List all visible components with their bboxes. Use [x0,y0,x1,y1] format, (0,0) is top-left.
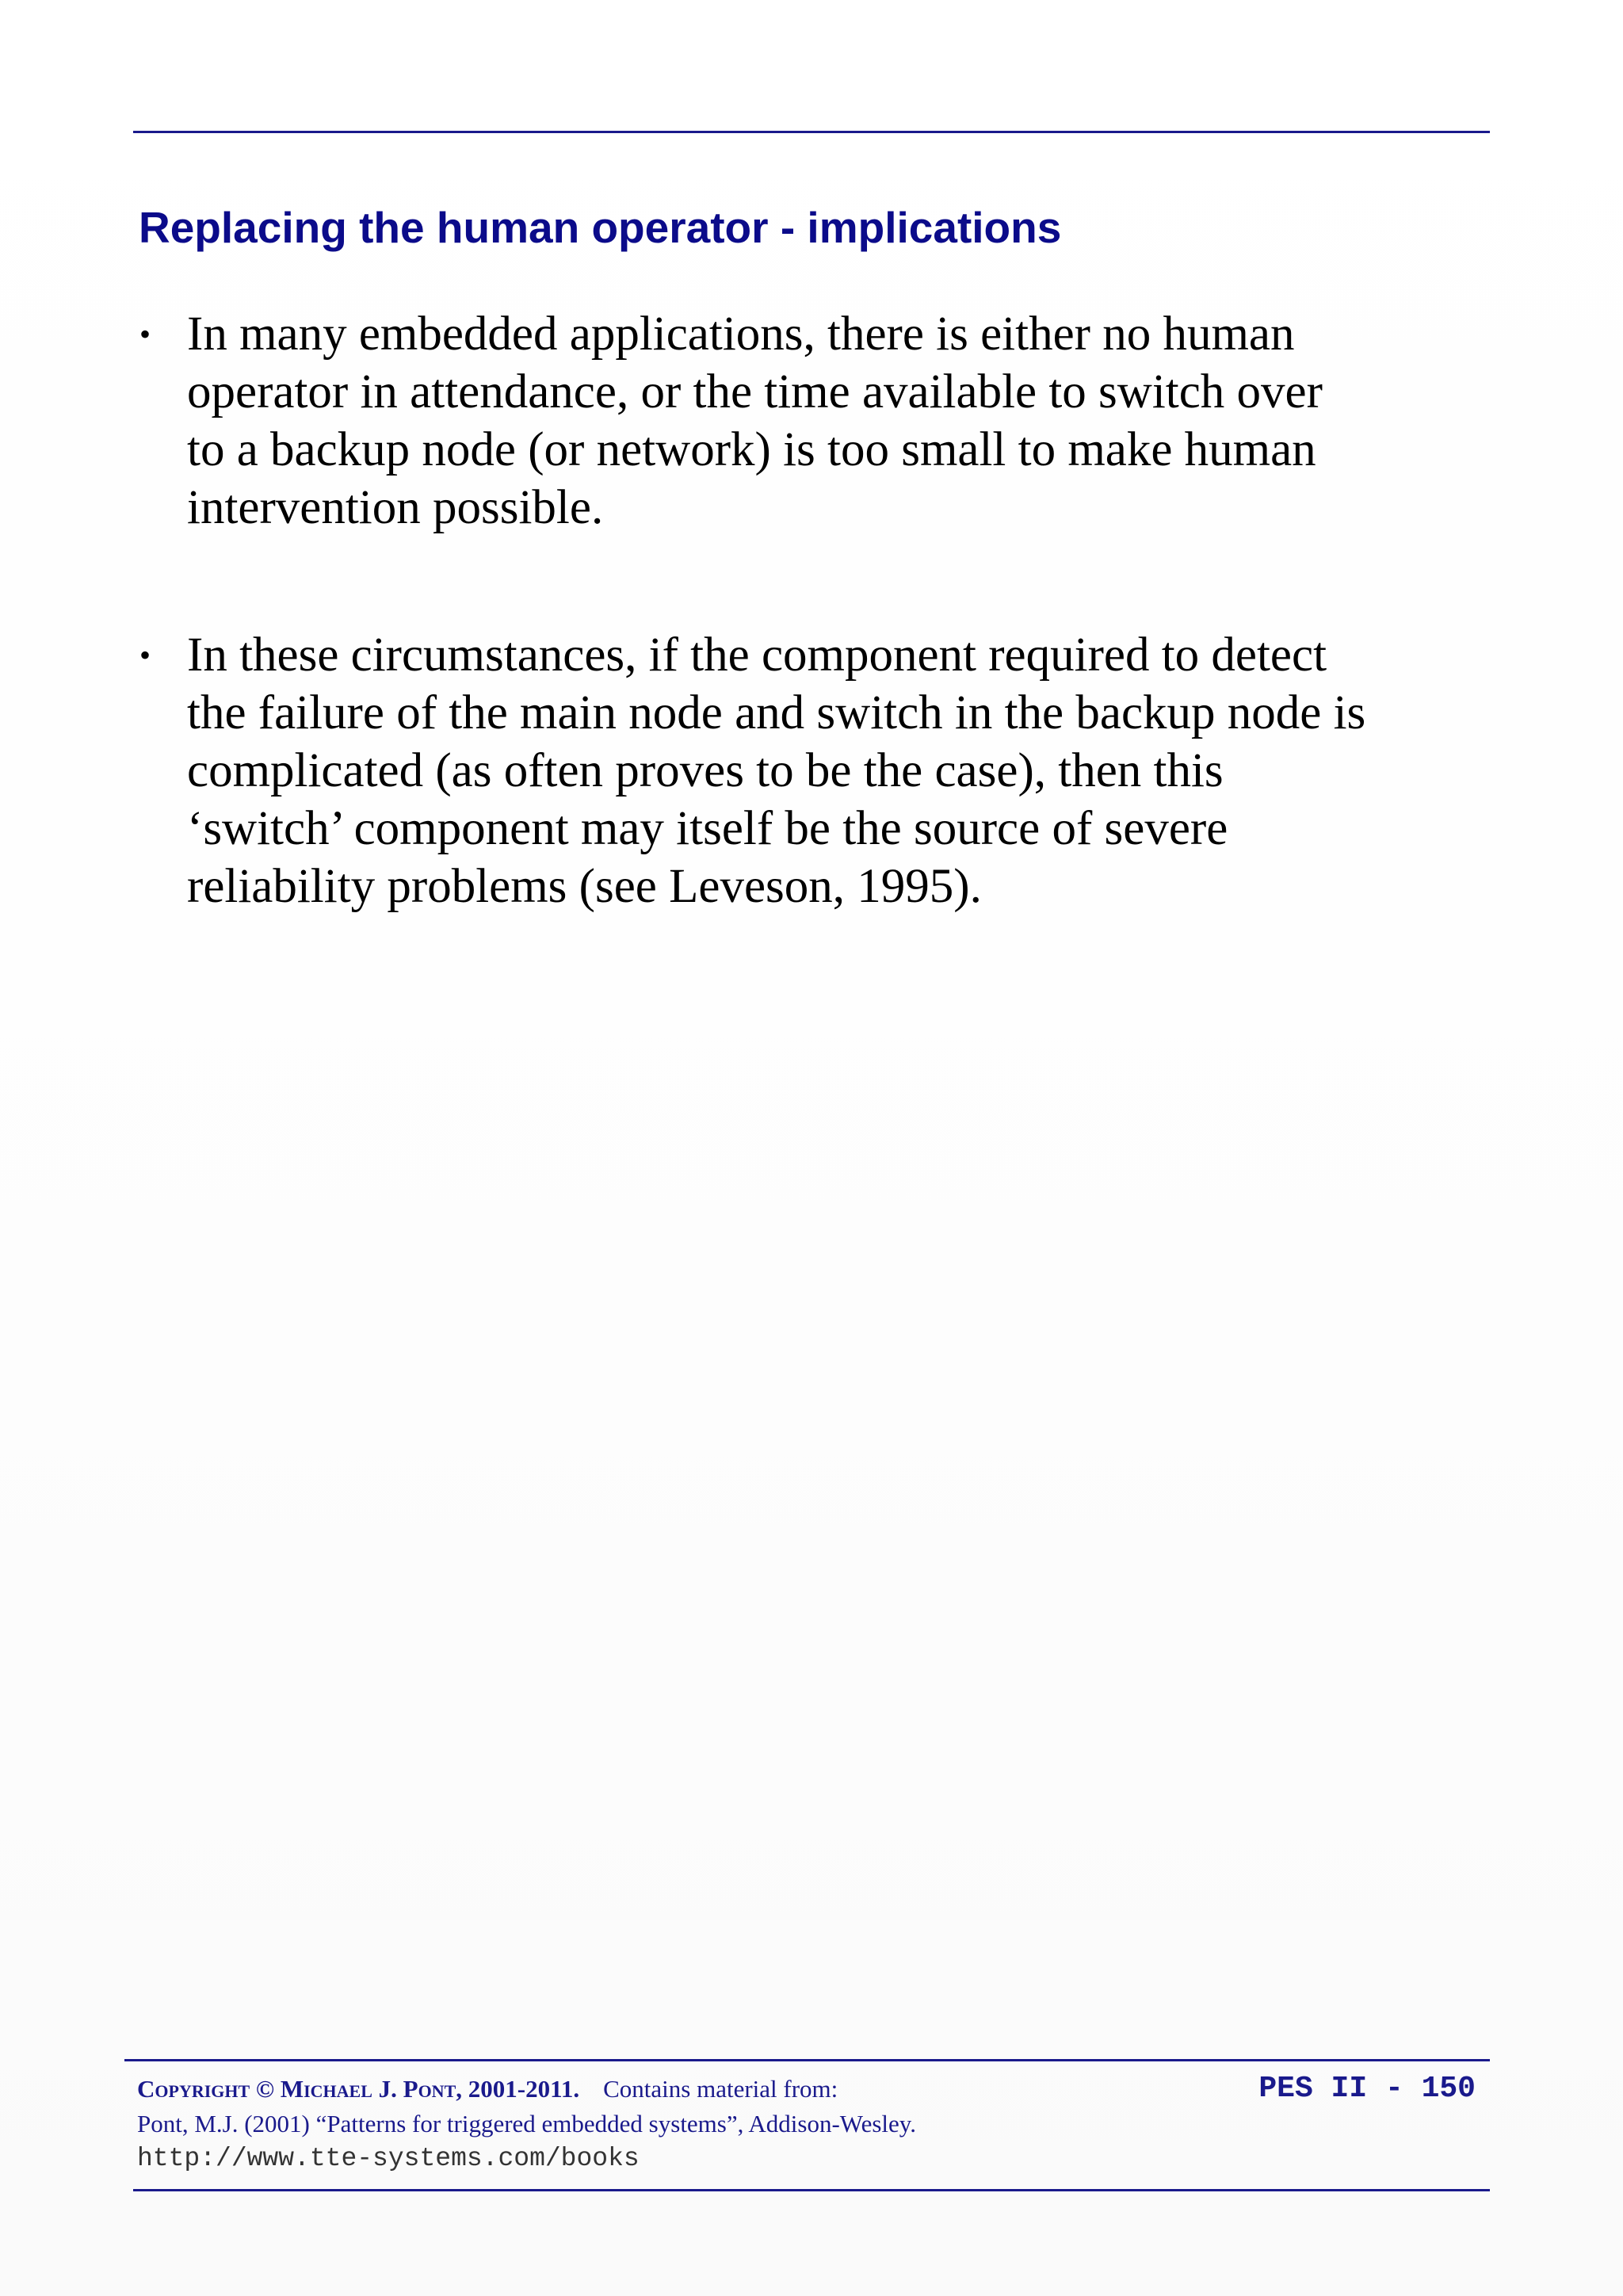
bullet-line: the failure of the main node and switch in the backup node is [187,686,1366,739]
footer-bottom-rule [133,2189,1490,2191]
contains-material-label: Contains material from: [603,2075,838,2103]
bullet-item [127,305,1426,537]
page-number: PES II - 150 [1258,2072,1476,2106]
copyright-notice: Copyright © Michael J. Pont, 2001-2011. [137,2075,580,2103]
bullet-item [127,626,1426,915]
bullet-line: to a backup node (or network) is too small to make human [187,423,1316,476]
bullet-line: complicated (as often proves to be the case), then this [187,744,1224,797]
bullet-line: In these circumstances, if the component required to detect [187,628,1327,682]
bullet-line: intervention possible. [187,481,604,534]
footer-url-link[interactable]: http://www.tte-systems.com/books [137,2144,640,2173]
bullet-icon: • [139,637,151,673]
footer-citation: Pont, M.J. (2001) “Patterns for triggered embedded systems”, Addison-Wesley. [137,2110,917,2137]
bullet-line: operator in attendance, or the time available to switch over [187,365,1323,418]
bullet-line: ‘switch’ component may itself be the source of severe [187,802,1228,855]
footer-top-rule [124,2059,1490,2061]
bullet-icon: • [139,316,151,352]
bullet-line: reliability problems (see Leveson, 1995). [187,860,982,913]
bullet-list [127,305,1426,915]
page-title: Replacing the human operator - implications [139,203,1062,252]
bullet-line: In many embedded applications, there is either no human [187,308,1295,361]
header-rule [133,131,1490,133]
